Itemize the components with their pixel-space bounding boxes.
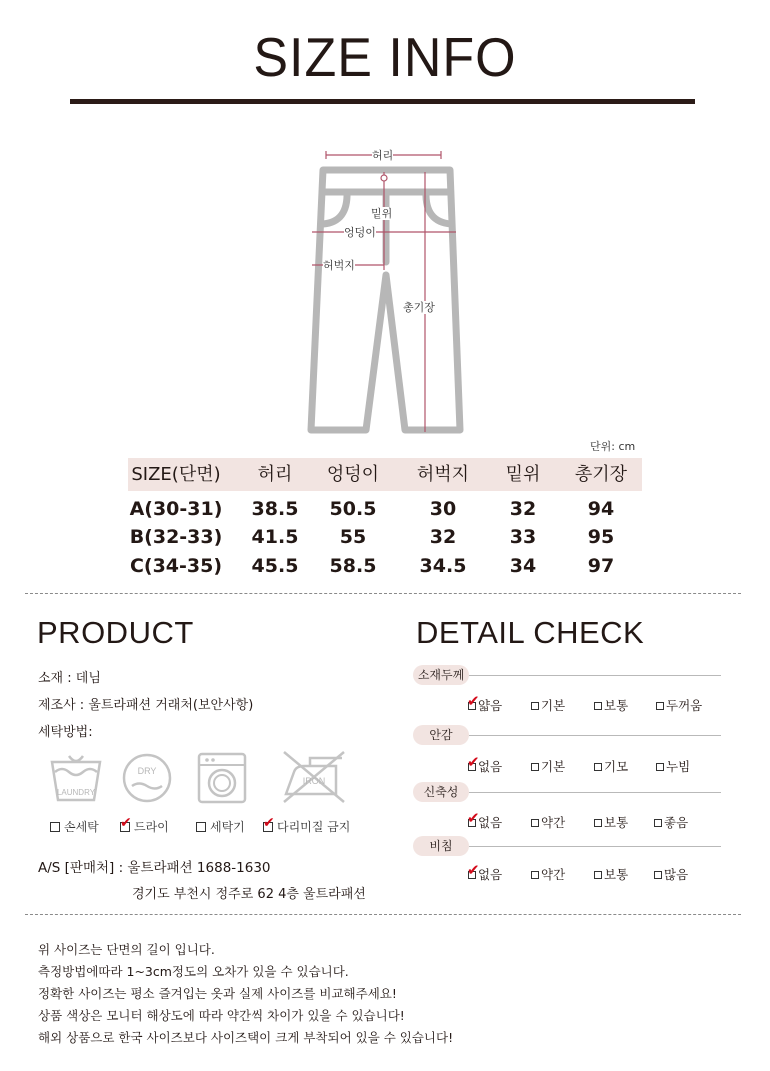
row-size: C(34-35) <box>129 555 223 577</box>
size-row <box>128 495 642 523</box>
care-option-label: 다리미질 금지 <box>277 820 351 834</box>
checkbox-icon <box>656 702 664 710</box>
detail-option <box>594 757 628 775</box>
detail-option-label: 좋음 <box>664 815 689 830</box>
detail-option <box>594 813 628 831</box>
care-option-machine <box>196 818 245 835</box>
checkbox-checked-icon <box>120 815 132 832</box>
detail-option <box>656 696 702 714</box>
detail-option-label: 없음 <box>478 867 503 882</box>
checkbox-checked-icon <box>467 809 480 827</box>
checkbox-checked-icon <box>467 861 480 879</box>
note-line: 측정방법에따라 1~3cm정도의 오차가 있을 수 있습니다. <box>38 964 349 979</box>
checkbox-checked-icon <box>263 815 275 832</box>
waist-label: 허리 <box>372 149 394 162</box>
checkbox-icon <box>594 871 602 879</box>
dry-icon-text: DRY <box>137 766 157 776</box>
checkmark-icon: ✔ <box>263 815 275 831</box>
care-option-label: 손세탁 <box>64 820 99 834</box>
detail-divider <box>469 792 721 793</box>
rise-label: 밑위 <box>371 207 393 220</box>
no-iron-icon <box>280 748 348 810</box>
row-rise: 32 <box>509 498 537 520</box>
checkbox-icon <box>531 819 539 827</box>
checkbox-icon <box>656 763 664 771</box>
checkbox-icon <box>654 871 662 879</box>
detail-option-label: 기본 <box>541 698 566 713</box>
care-option-label: 세탁기 <box>210 820 245 834</box>
detail-label-lining: 안감 <box>413 725 469 745</box>
detail-divider <box>469 735 721 736</box>
detail-option <box>594 865 628 883</box>
detail-option-label: 누빔 <box>666 759 691 774</box>
length-label: 총기장 <box>403 301 435 314</box>
detail-option-label: 기본 <box>541 759 566 774</box>
detail-option-label: 기모 <box>604 759 629 774</box>
detail-label-sheer: 비침 <box>413 836 469 856</box>
note-line: 상품 색상은 모니터 해상도에 따라 약간씩 차이가 있을 수 있습니다! <box>38 1008 405 1023</box>
header-length: 총기장 <box>574 464 628 485</box>
pants-illustration <box>0 0 770 440</box>
detail-option-checked <box>467 692 503 714</box>
row-size: B(32-33) <box>129 526 223 548</box>
hand-wash-icon <box>47 752 105 808</box>
dry-clean-icon <box>122 752 172 808</box>
iron-icon-text: IRON <box>302 776 326 786</box>
size-row <box>128 552 642 580</box>
as-info: A/S [판매처] : 울트라패션 1688-1630 <box>38 860 271 876</box>
care-option-dry <box>120 815 169 835</box>
row-thigh: 34.5 <box>419 555 467 577</box>
care-option-no-iron <box>263 815 351 835</box>
detail-option-label: 얇음 <box>478 698 503 713</box>
detail-option-label: 보통 <box>604 815 629 830</box>
checkbox-icon <box>594 763 602 771</box>
row-thigh: 30 <box>429 498 457 520</box>
detail-option <box>531 813 565 831</box>
unit-label: 단위: cm <box>590 440 636 453</box>
detail-check-heading: DETAIL CHECK <box>416 615 645 650</box>
row-thigh: 32 <box>429 526 457 548</box>
detail-divider <box>469 846 721 847</box>
note-line: 해외 상품으로 한국 사이즈보다 사이즈택이 크게 부착되어 있을 수 있습니다! <box>38 1030 454 1045</box>
checkmark-icon: ✔ <box>467 861 480 879</box>
detail-option <box>531 865 565 883</box>
detail-option-label: 약간 <box>541 867 566 882</box>
row-waist: 38.5 <box>251 498 299 520</box>
checkbox-icon <box>594 702 602 710</box>
detail-option <box>654 865 688 883</box>
detail-option <box>654 813 688 831</box>
detail-option-label: 보통 <box>604 867 629 882</box>
row-length: 94 <box>587 498 615 520</box>
detail-option-checked <box>467 861 503 883</box>
note-line: 정확한 사이즈는 평소 즐겨입는 옷과 실제 사이즈를 비교해주세요! <box>38 986 397 1001</box>
checkmark-icon: ✔ <box>120 815 132 831</box>
detail-label-stretch: 신축성 <box>413 782 469 802</box>
material-text: 소재 : 데님 <box>38 671 101 686</box>
detail-divider <box>469 675 721 676</box>
detail-option <box>594 696 628 714</box>
checkbox-checked-icon <box>467 692 480 710</box>
detail-label-thickness: 소재두께 <box>413 665 469 685</box>
section-divider <box>25 914 741 915</box>
checkbox-icon <box>654 819 662 827</box>
row-length: 97 <box>587 555 615 577</box>
header-waist: 허리 <box>257 464 293 485</box>
maker-text: 제조사 : 울트라패션 거래처(보안사항) <box>38 698 254 713</box>
detail-option-label: 없음 <box>478 815 503 830</box>
detail-option-label: 보통 <box>604 698 629 713</box>
checkbox-icon <box>196 822 206 832</box>
care-option-hand-wash <box>50 818 99 835</box>
checkbox-icon <box>594 819 602 827</box>
section-divider <box>25 593 741 594</box>
pants-measurement-diagram <box>0 0 770 440</box>
detail-option-label: 없음 <box>478 759 503 774</box>
hip-label: 엉덩이 <box>344 226 376 239</box>
header-thigh: 허벅지 <box>416 464 470 485</box>
checkbox-icon <box>531 702 539 710</box>
row-length: 95 <box>587 526 615 548</box>
detail-option-checked <box>467 753 503 775</box>
row-rise: 33 <box>509 526 537 548</box>
size-row <box>128 523 642 551</box>
row-hip: 58.5 <box>329 555 377 577</box>
checkbox-checked-icon <box>467 753 480 771</box>
size-table-header <box>128 458 642 491</box>
detail-option-label: 많음 <box>664 867 689 882</box>
row-hip: 50.5 <box>329 498 377 520</box>
detail-option <box>531 696 565 714</box>
note-line: 위 사이즈는 단면의 길이 입니다. <box>38 942 215 957</box>
detail-option-checked <box>467 809 503 831</box>
page-title: SIZE INFO <box>253 27 517 89</box>
checkmark-icon: ✔ <box>467 753 480 771</box>
checkmark-icon: ✔ <box>467 692 480 710</box>
row-waist: 41.5 <box>251 526 299 548</box>
header-hip: 엉덩이 <box>326 464 380 485</box>
row-rise: 34 <box>509 555 537 577</box>
checkmark-icon: ✔ <box>467 809 480 827</box>
checkbox-icon <box>50 822 60 832</box>
row-waist: 45.5 <box>251 555 299 577</box>
care-option-label: 드라이 <box>134 820 169 834</box>
checkbox-icon <box>531 871 539 879</box>
detail-option-label: 약간 <box>541 815 566 830</box>
detail-option <box>531 757 565 775</box>
row-hip: 55 <box>339 526 367 548</box>
washing-machine-icon <box>197 752 247 808</box>
thigh-label: 허벅지 <box>323 259 355 272</box>
wash-method-label: 세탁방법: <box>38 725 93 740</box>
header-rise: 밑위 <box>505 464 541 485</box>
address-text: 경기도 부천시 정주로 62 4층 울트라패션 <box>132 887 366 902</box>
product-heading: PRODUCT <box>37 615 194 650</box>
detail-option <box>656 757 690 775</box>
detail-option-label: 두꺼움 <box>666 698 703 713</box>
header-size: SIZE(단면) <box>131 464 221 485</box>
laundry-icon-text: LAUNDRY <box>56 788 96 797</box>
row-size: A(30-31) <box>129 498 223 520</box>
checkbox-icon <box>531 763 539 771</box>
